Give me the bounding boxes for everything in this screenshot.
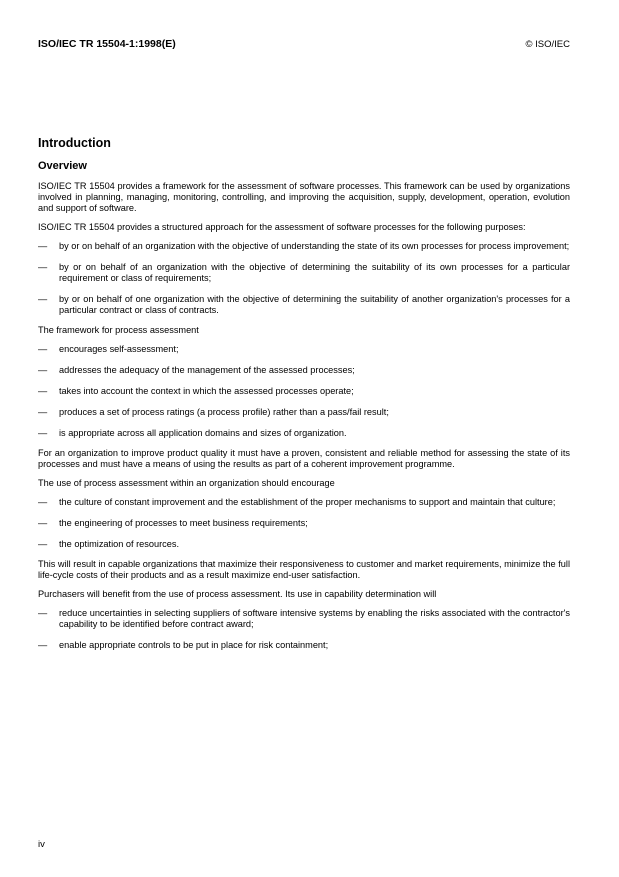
dash-bullet: — [38,518,48,528]
dash-bullet: — [38,539,48,549]
list-item: — takes into account the context in which the assessed processes operate; [38,386,354,396]
list-item: — the optimization of resources. [38,539,180,549]
paragraph: The use of process assessment within an organization should encourage [38,478,335,488]
dash-bullet: — [38,365,48,375]
paragraph: For an organization to improve product quality it must have a proven, consistent and reliable method for assessing the state of its processes and must have a means of using the results as part of a coherent improvement programme. [38,448,570,469]
list-item: — enable appropriate controls to be put in place for risk containment; [38,640,329,650]
paragraph: Purchasers will benefit from the use of process assessment. Its use in capability determination will [38,589,437,599]
paragraph: This will result in capable organizations that maximize their responsiveness to customer and market requirements, minimize the full life-cycle costs of their products and as a result maximize end-user satisfaction. [38,559,570,580]
dash-bullet: — [38,344,48,354]
page-number: iv [38,839,45,850]
list-item: — produces a set of process ratings (a process profile) rather than a pass/fail result; [38,407,389,417]
dash-bullet: — [38,241,48,251]
list-item: — is appropriate across all application domains and sizes of organization. [38,428,347,438]
dash-bullet: — [38,428,48,438]
section-title: Introduction [38,136,111,150]
list-item: — by or on behalf of one organization with the objective of determining the suitability of another organization's processes for a particular contract or class of contracts. [38,294,570,315]
list-item: — addresses the adequacy of the management of the assessed processes; [38,365,355,375]
dash-bullet: — [38,262,48,272]
copyright: © ISO/IEC [525,39,570,50]
paragraph: ISO/IEC TR 15504 provides a structured approach for the assessment of software processes for the following purposes: [38,222,526,232]
page-body [38,136,570,661]
paragraph: ISO/IEC TR 15504 provides a framework for the assessment of software processes. This framework can be used by organizations involved in planning, managing, monitoring, controlling, and improving the acquisition, supply, development, operation, evolution and support of software. [38,181,570,213]
document-id: ISO/IEC TR 15504-1:1998(E) [38,38,176,50]
dash-bullet: — [38,386,48,396]
dash-bullet: — [38,640,48,650]
list-item: — the culture of constant improvement and the establishment of the proper mechanisms to support and maintain that culture; [38,497,556,507]
list-item: — by or on behalf of an organization with the objective of determining the suitability of its own processes for a particular requirement or class of requirements; [38,262,570,283]
dash-bullet: — [38,608,48,618]
list-item: — by or on behalf of an organization with the objective of understanding the state of its own processes for process improvement; [38,241,570,251]
dash-bullet: — [38,497,48,507]
list-item: — the engineering of processes to meet business requirements; [38,518,308,528]
paragraph: The framework for process assessment [38,325,199,335]
list-item: — encourages self-assessment; [38,344,179,354]
list-item: — reduce uncertainties in selecting suppliers of software intensive systems by enabling the risks associated with the contractor's capability to be identified before contract award; [38,608,570,629]
subsection-title: Overview [38,160,87,172]
dash-bullet: — [38,407,48,417]
dash-bullet: — [38,294,48,304]
